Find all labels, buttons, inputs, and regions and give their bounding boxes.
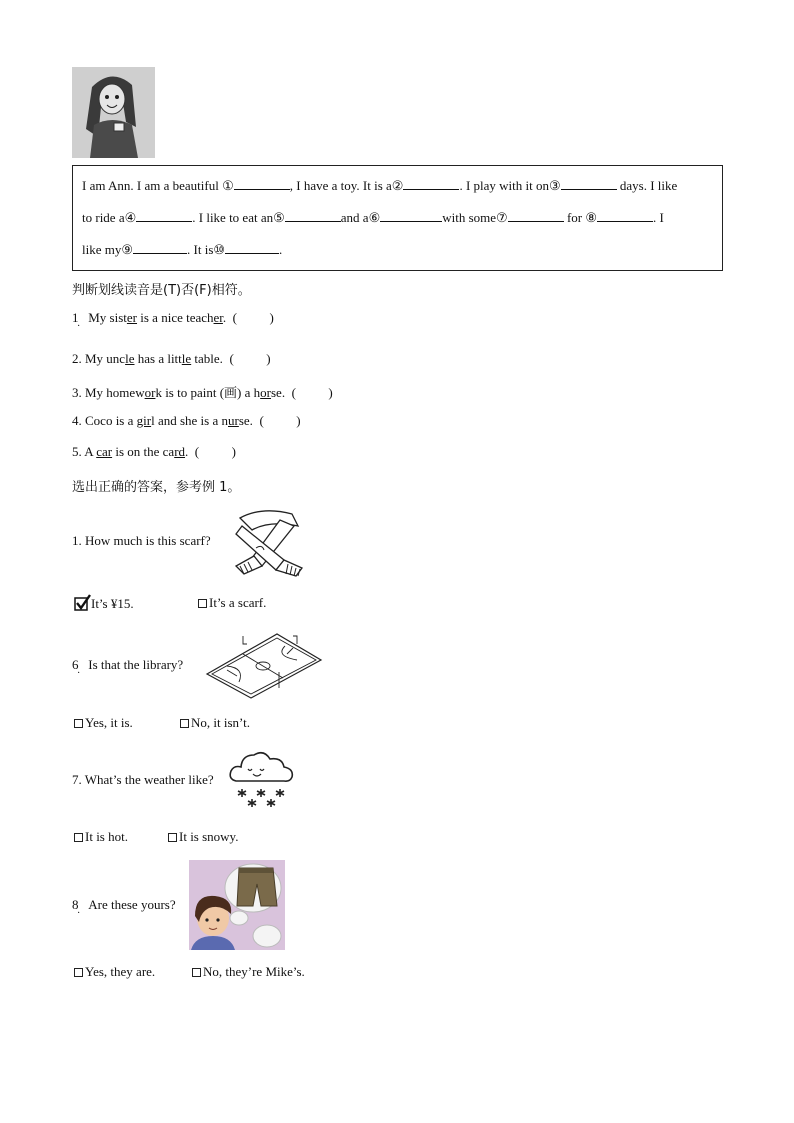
- option-text: It is snowy.: [179, 829, 239, 844]
- blank-marker: ⑧: [585, 210, 598, 225]
- question-text: 3. My homew: [72, 385, 145, 400]
- question-text: se.: [238, 413, 253, 428]
- answer-parentheses[interactable]: ( ): [194, 444, 236, 459]
- question-text: .: [222, 310, 227, 325]
- option-text: Yes, they are.: [85, 964, 156, 979]
- checkbox-icon[interactable]: [198, 599, 207, 608]
- option-text: It’s a scarf.: [209, 595, 267, 610]
- answer-parentheses[interactable]: ( ): [259, 413, 301, 428]
- checkbox-icon[interactable]: [74, 833, 83, 842]
- dot-mark: ·: [77, 908, 81, 919]
- blank-2[interactable]: [403, 178, 459, 190]
- blank-marker: ⑨: [121, 242, 134, 257]
- passage-text: to ride a: [82, 210, 125, 225]
- scarf-icon: [232, 508, 307, 578]
- passage-line-3: [82, 242, 282, 258]
- answer-parentheses[interactable]: ( ): [229, 351, 271, 366]
- section-2-title: 选出正确的答案，参考例 1。: [72, 480, 241, 495]
- passage-text: for: [563, 210, 586, 225]
- question-number: 8: [72, 897, 79, 912]
- blank-marker: ⑥: [368, 210, 381, 225]
- blank-10[interactable]: [225, 242, 279, 254]
- blank-marker: ⑤: [273, 210, 285, 225]
- tf-question-2: [72, 351, 271, 367]
- question-8-text: [72, 897, 176, 913]
- passage-text: . I play with it on: [459, 178, 549, 193]
- tf-question-1: [72, 310, 274, 326]
- question-text: Is that the library?: [88, 657, 184, 672]
- blank-marker: ①: [222, 178, 234, 193]
- checkbox-icon[interactable]: [74, 719, 83, 728]
- portrait-illustration: [72, 67, 155, 158]
- option-1b[interactable]: [198, 595, 266, 611]
- option-7a[interactable]: [74, 829, 128, 845]
- question-number: 1: [72, 310, 79, 325]
- passage-text: like my: [82, 242, 122, 257]
- blank-7[interactable]: [508, 210, 564, 222]
- blank-marker: ③: [548, 178, 561, 193]
- passage-box: [72, 165, 723, 271]
- answer-parentheses[interactable]: ( ): [291, 385, 333, 400]
- passage-text: days. I like: [616, 178, 678, 193]
- underlined-sound: gir: [136, 413, 152, 428]
- option-text: No, it isn’t.: [191, 715, 250, 730]
- snow-cloud-icon: [228, 749, 296, 809]
- checked-checkbox-icon: [74, 595, 91, 611]
- basketball-court-icon: [205, 632, 323, 700]
- blank-9[interactable]: [133, 242, 187, 254]
- blank-marker: ⑦: [496, 210, 508, 225]
- underlined-sound: le: [181, 351, 192, 366]
- blank-6[interactable]: [380, 210, 442, 222]
- question-text: k is to paint (画) a h: [155, 385, 261, 400]
- tf-question-5: [72, 444, 236, 460]
- question-text: Are these yours?: [88, 897, 176, 912]
- blank-3[interactable]: [561, 178, 617, 190]
- blank-1[interactable]: [234, 178, 290, 190]
- underlined-sound: ur: [228, 413, 239, 428]
- section-1-title: 判断划线读音是(T)否(F)相符。: [72, 283, 251, 298]
- question-text: My sist: [88, 310, 127, 325]
- tf-question-3: [72, 382, 333, 401]
- underlined-sound: er: [126, 310, 138, 325]
- question-text: 5. A: [72, 444, 97, 459]
- underlined-sound: or: [260, 385, 271, 400]
- passage-text: with some: [442, 210, 497, 225]
- answer-parentheses[interactable]: ( ): [232, 310, 274, 325]
- question-text: se.: [271, 385, 286, 400]
- passage-line-1: [82, 178, 677, 194]
- option-6b[interactable]: [180, 715, 250, 731]
- checkbox-icon[interactable]: [180, 719, 189, 728]
- blank-5[interactable]: [285, 210, 341, 222]
- question-text: 4. Coco is a: [72, 413, 137, 428]
- underlined-sound: rd: [174, 444, 186, 459]
- checkbox-icon[interactable]: [74, 968, 83, 977]
- question-text: 2. My unc: [72, 351, 126, 366]
- dot-mark: ·: [77, 668, 81, 679]
- question-text: is on the ca: [112, 444, 175, 459]
- blank-marker: ⑩: [213, 242, 226, 257]
- dot-mark: ·: [77, 321, 81, 332]
- option-text: It is hot.: [85, 829, 128, 844]
- tf-question-4: [72, 413, 301, 429]
- passage-line-2: [82, 210, 664, 226]
- option-7b[interactable]: [168, 829, 238, 845]
- passage-text: , I have a toy. It is a: [289, 178, 392, 193]
- underlined-sound: car: [96, 444, 113, 459]
- question-number: 6: [72, 657, 79, 672]
- option-text: No, they’re Mike’s.: [203, 964, 305, 979]
- option-8b[interactable]: [192, 964, 305, 980]
- passage-text: . I like to eat an: [192, 210, 274, 225]
- question-text: .: [185, 444, 189, 459]
- option-1a[interactable]: [74, 595, 134, 612]
- checkbox-icon[interactable]: [192, 968, 201, 977]
- blank-4[interactable]: [136, 210, 192, 222]
- option-6a[interactable]: [74, 715, 133, 731]
- question-1-text: 1. How much is this scarf?: [72, 533, 211, 548]
- passage-text: I am Ann. I am a beautiful: [82, 178, 223, 193]
- option-8a[interactable]: [74, 964, 155, 980]
- boy-shorts-illustration: [189, 860, 285, 950]
- underlined-sound: or: [144, 385, 156, 400]
- question-6-text: [72, 657, 183, 673]
- blank-marker: ②: [391, 178, 404, 193]
- passage-text: and a: [340, 210, 369, 225]
- question-7-text: 7. What’s the weather like?: [72, 772, 214, 787]
- question-text: l and she is a n: [151, 413, 228, 428]
- passage-text: . I: [653, 210, 664, 225]
- question-text: table.: [191, 351, 223, 366]
- checkbox-icon[interactable]: [168, 833, 177, 842]
- blank-marker: ④: [124, 210, 137, 225]
- underlined-sound: le: [125, 351, 135, 366]
- passage-text: .: [279, 242, 283, 257]
- option-text: Yes, it is.: [85, 715, 133, 730]
- question-text: has a litt: [134, 351, 182, 366]
- option-text: It’s ¥15.: [91, 596, 134, 611]
- underlined-sound: er: [213, 310, 223, 325]
- blank-8[interactable]: [597, 210, 653, 222]
- passage-text: . It is: [187, 242, 214, 257]
- question-text: is a nice teach: [137, 310, 214, 325]
